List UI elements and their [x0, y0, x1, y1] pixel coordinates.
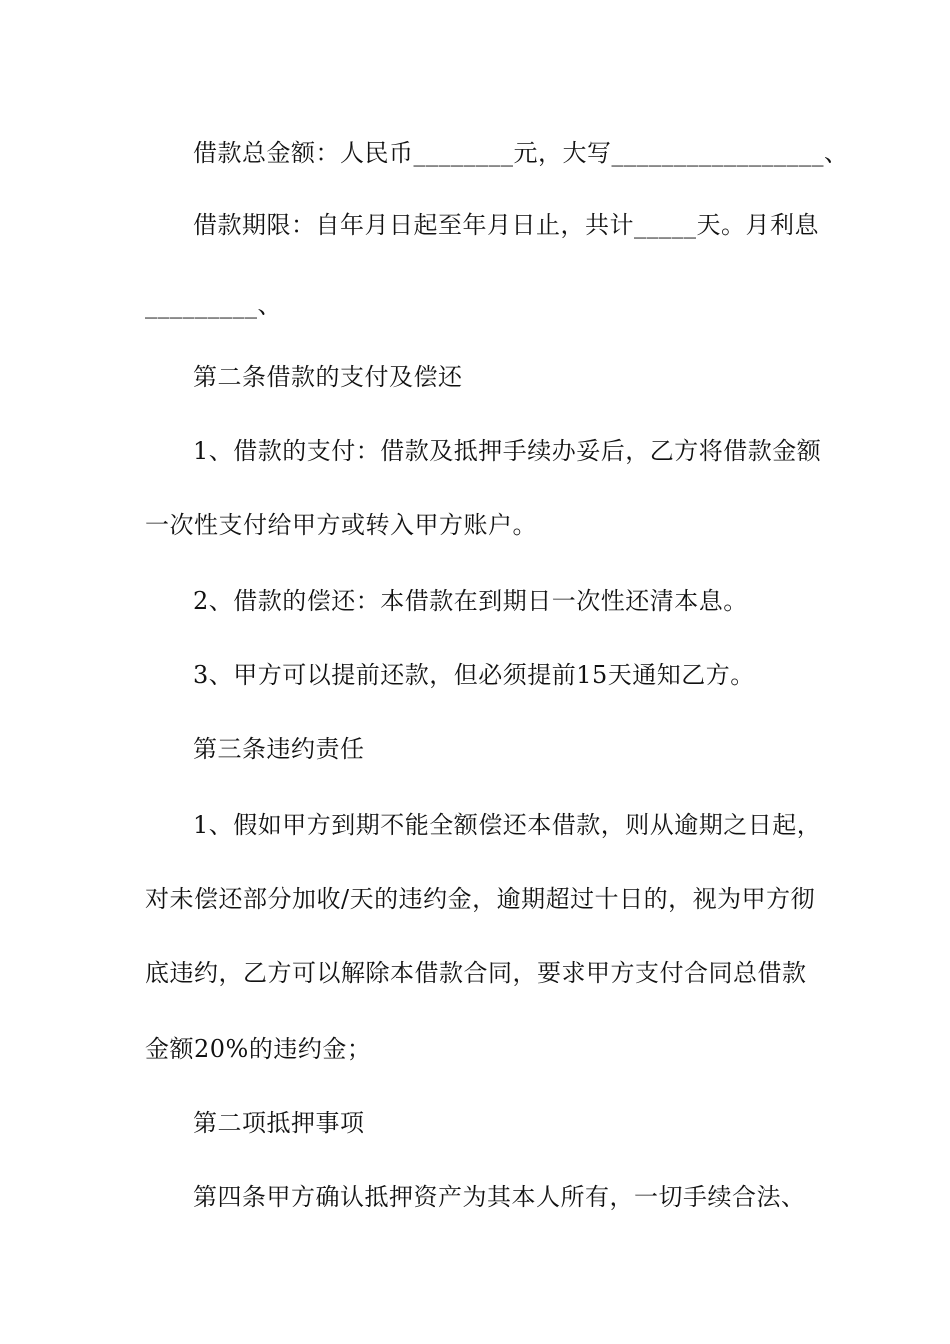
early-repayment-line: 3、甲方可以提前还款，但必须提前15天通知乙方。: [193, 661, 755, 689]
article-2-heading: 第二条借款的支付及偿还: [193, 363, 463, 391]
loan-amount-line: 借款总金额：人民币________元，大写_________________、: [193, 139, 849, 167]
payment-clause-line-2: 一次性支付给甲方或转入甲方账户。: [145, 511, 537, 539]
payment-clause-line-1: 1、借款的支付：借款及抵押手续办妥后，乙方将借款金额: [193, 437, 822, 465]
article-4-line: 第四条甲方确认抵押资产为其本人所有，一切手续合法、: [193, 1183, 806, 1211]
breach-clause-line-3: 底违约，乙方可以解除本借款合同，要求甲方支付合同总借款: [145, 959, 807, 987]
breach-clause-line-4: 金额20%的违约金；: [145, 1035, 372, 1063]
repayment-clause-line: 2、借款的偿还：本借款在到期日一次性还清本息。: [193, 587, 748, 615]
article-3-heading: 第三条违约责任: [193, 735, 365, 763]
breach-clause-line-2: 对未偿还部分加收/天的违约金，逾期超过十日的，视为甲方彻: [145, 885, 816, 913]
breach-clause-line-1: 1、假如甲方到期不能全额偿还本借款，则从逾期之日起，: [193, 811, 822, 839]
monthly-interest-line: _________、: [145, 291, 282, 319]
section-2-heading: 第二项抵押事项: [193, 1109, 365, 1137]
loan-term-line: 借款期限：自年月日起至年月日止，共计_____天。月利息: [193, 211, 819, 239]
